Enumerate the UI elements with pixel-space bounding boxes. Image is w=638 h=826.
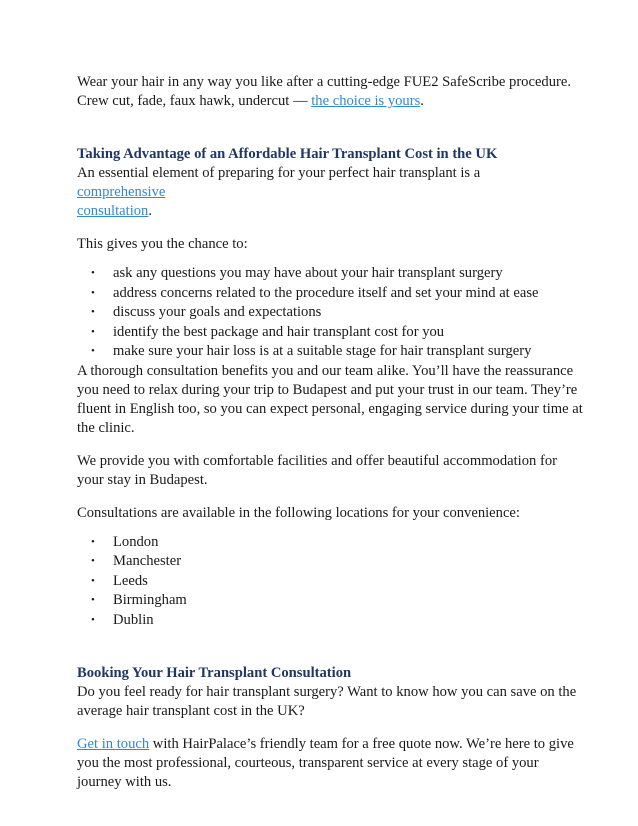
locations-list (77, 533, 568, 631)
chance-paragraph: This gives you the chance to: (77, 236, 248, 252)
comprehensive-consultation-link-b[interactable]: consultation (77, 203, 149, 219)
consultation-paragraph: An essential element of preparing for your perfect hair transplant is a comprehensive consultation. (77, 165, 481, 219)
bullet-icon: • (91, 267, 95, 279)
benefits-list (77, 264, 568, 362)
choice-is-yours-link[interactable]: the choice is yours (311, 93, 421, 109)
list-item: • make sure your hair loss is at a suitable stage for hair transplant surgery (77, 342, 568, 362)
list-item: • London (77, 533, 568, 553)
bullet-icon: • (91, 574, 95, 587)
list-item: • identify the best package and hair transplant cost for you (77, 323, 568, 343)
bullet-icon: • (91, 325, 95, 338)
list-item: • discuss your goals and expectations (77, 303, 568, 323)
locations-intro: Consultations are available in the following locations for your convenience: (77, 504, 520, 521)
list-item: • ask any questions you may have about your hair transplant surgery (77, 264, 568, 284)
bullet-icon: • (91, 613, 95, 626)
thorough-consultation-paragraph: A thorough consultation benefits you and our team alike. You’ll have the reassurance you need to relax during your trip to Budapest and put your trust in our team. They’re fluent in English too, so you can expect personal, engaging service during your time at the clinic. (77, 362, 583, 436)
facilities-paragraph: We provide you with comfortable facilities and offer beautiful accommodation for your stay in Budapest. (77, 452, 557, 488)
section-heading-booking: Booking Your Hair Transplant Consultation (77, 665, 352, 681)
list-item: • Manchester (77, 552, 568, 572)
bullet-icon: • (91, 286, 95, 299)
list-item: • address concerns related to the procedure itself and set your mind at ease (77, 284, 568, 304)
section-heading-affordable-cost: Taking Advantage of an Affordable Hair Transplant Cost in the UK (77, 146, 498, 162)
bullet-icon: • (91, 594, 95, 606)
list-item: • Dublin (77, 611, 568, 631)
intro-line-2-text: Crew cut, fade, faux hawk, undercut — (77, 93, 312, 109)
intro-paragraph: Wear your hair in any way you like after a cutting-edge FUE2 SafeScribe procedure. Crew cut, fade, faux hawk, undercut — the choice is yours. (77, 74, 572, 109)
intro-line-1: Wear your hair in any way you like after a cutting-edge FUE2 SafeScribe procedure. (77, 74, 572, 90)
get-in-touch-paragraph: Get in touch with HairPalace’s friendly team for a free quote now. We’re here to give you the most professional, courteous, transparent service at every stage of your journey with us. (77, 736, 574, 790)
bullet-icon: • (91, 555, 95, 567)
bullet-icon: • (91, 306, 95, 318)
list-item: • Birmingham (77, 591, 568, 611)
bullet-icon: • (91, 345, 95, 357)
bullet-icon: • (91, 535, 95, 548)
comprehensive-consultation-link-a[interactable]: comprehensive (77, 184, 166, 200)
get-in-touch-link[interactable]: Get in touch (77, 736, 150, 752)
list-item: • Leeds (77, 572, 568, 592)
ready-paragraph: Do you feel ready for hair transplant surgery? Want to know how you can save on the average hair transplant cost in the UK? (77, 684, 577, 719)
